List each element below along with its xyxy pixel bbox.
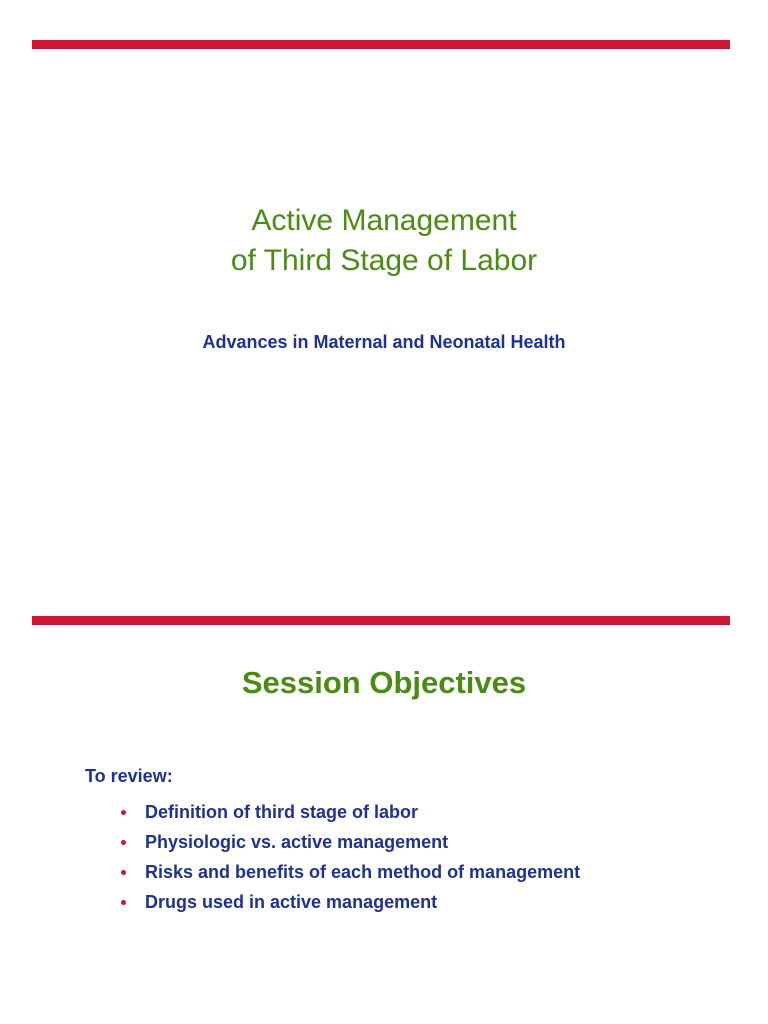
objectives-intro: To review: xyxy=(85,766,173,786)
objective-text: Drugs used in active management xyxy=(145,892,438,912)
objectives-list xyxy=(121,799,580,919)
slide-subtitle: Advances in Maternal and Neonatal Health xyxy=(202,332,566,352)
slide-title-line-1: Active Management xyxy=(251,204,517,237)
section-divider-rule xyxy=(32,616,730,625)
objective-item xyxy=(121,799,580,829)
objective-item xyxy=(121,829,580,859)
bullet-dot-icon xyxy=(121,900,126,905)
objective-item xyxy=(121,889,580,919)
objective-text: Physiologic vs. active management xyxy=(145,832,449,852)
objective-text: Definition of third stage of labor xyxy=(145,802,418,822)
section-title: Session Objectives xyxy=(241,665,527,700)
bullet-dot-icon xyxy=(121,870,126,875)
bullet-dot-icon xyxy=(121,810,126,815)
top-divider-rule xyxy=(32,40,730,49)
slide-title-line-2: of Third Stage of Labor xyxy=(230,244,538,277)
objective-item xyxy=(121,859,580,889)
objective-text: Risks and benefits of each method of management xyxy=(145,862,581,882)
bullet-dot-icon xyxy=(121,840,126,845)
